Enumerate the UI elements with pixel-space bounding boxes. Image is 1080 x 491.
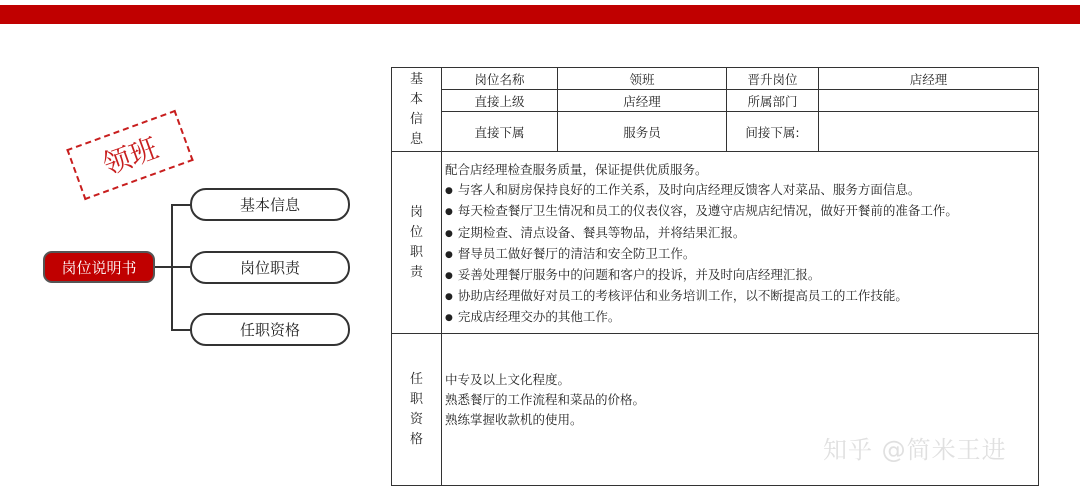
section-duties bbox=[392, 152, 442, 334]
table-row bbox=[392, 68, 1039, 90]
section-label: 基 本 信 息 bbox=[409, 71, 423, 147]
node-label: 基本信息 bbox=[239, 196, 300, 214]
mindmap-node-basic-info bbox=[190, 188, 350, 221]
top-red-bar bbox=[0, 5, 1080, 24]
duties-content bbox=[442, 152, 1039, 334]
mindmap-node-qualifications bbox=[190, 313, 350, 346]
section-qualifications bbox=[392, 334, 442, 486]
cell-value: 店经理 bbox=[819, 68, 1039, 90]
cell-label: 直接上级 bbox=[442, 90, 558, 112]
qualification-item: 中专及以上文化程度。 bbox=[445, 372, 571, 387]
stamp-text: 领班 bbox=[98, 131, 163, 182]
mindmap-root-node bbox=[43, 251, 155, 283]
cell-label: 所属部门 bbox=[727, 90, 819, 112]
duty-item: ● 与客人和厨房保持良好的工作关系，及时向店经理反馈客人对菜品、服务方面信息。 bbox=[445, 180, 1036, 201]
mindmap-node-duties bbox=[190, 251, 350, 284]
cell-label: 直接下属 bbox=[442, 112, 558, 152]
connector-branch-3 bbox=[171, 329, 191, 331]
qualification-item: 熟练掌握收款机的使用。 bbox=[445, 412, 583, 428]
watermark: 知乎 @简米王进 bbox=[823, 436, 1007, 464]
section-label: 任 职 资 格 bbox=[409, 371, 423, 447]
cell-label: 岗位名称 bbox=[442, 68, 558, 90]
cell-value bbox=[819, 90, 1039, 112]
section-basic-info bbox=[392, 68, 442, 152]
qualification-item: 熟悉餐厅的工作流程和菜品的价格。 bbox=[445, 392, 646, 408]
connector-branch-2 bbox=[171, 266, 191, 268]
connector-branch-1 bbox=[171, 204, 191, 206]
table-row bbox=[392, 152, 1039, 334]
duty-item: ● 协助店经理做好对员工的考核评估和业务培训工作，以不断提高员工的工作技能。 bbox=[445, 286, 1036, 307]
duty-list bbox=[445, 180, 1036, 328]
duty-item: ● 完成店经理交办的其他工作。 bbox=[445, 307, 1036, 328]
qualification-list bbox=[445, 370, 1036, 431]
cell-label: 间接下属: bbox=[727, 112, 819, 152]
node-label: 任职资格 bbox=[239, 321, 300, 339]
node-label: 岗位职责 bbox=[239, 259, 300, 277]
duty-intro: 配合店经理检查服务质量，保证提供优质服务。 bbox=[445, 162, 708, 177]
cell-value: 店经理 bbox=[558, 90, 727, 112]
duty-item: ● 定期检查、清点设备、餐具等物品，并将结果汇报。 bbox=[445, 223, 1036, 244]
root-label: 岗位说明书 bbox=[61, 258, 137, 277]
cell-label: 晋升岗位 bbox=[727, 68, 819, 90]
job-description-table bbox=[391, 67, 1039, 486]
cell-value: 领班 bbox=[558, 68, 727, 90]
duty-item: ● 督导员工做好餐厅的清洁和安全防卫工作。 bbox=[445, 244, 1036, 265]
duty-item: ● 每天检查餐厅卫生情况和员工的仪表仪容，及遵守店规店纪情况，做好开餐前的准备工作。 bbox=[445, 201, 1036, 222]
connector-root bbox=[155, 266, 172, 268]
title-stamp bbox=[66, 110, 193, 200]
duty-item: ● 妥善处理餐厅服务中的问题和客户的投诉，并及时向店经理汇报。 bbox=[445, 265, 1036, 286]
cell-value: 服务员 bbox=[558, 112, 727, 152]
cell-value bbox=[819, 112, 1039, 152]
section-label: 岗 位 职 责 bbox=[409, 204, 423, 280]
table-row bbox=[392, 90, 1039, 112]
table-row bbox=[392, 112, 1039, 152]
